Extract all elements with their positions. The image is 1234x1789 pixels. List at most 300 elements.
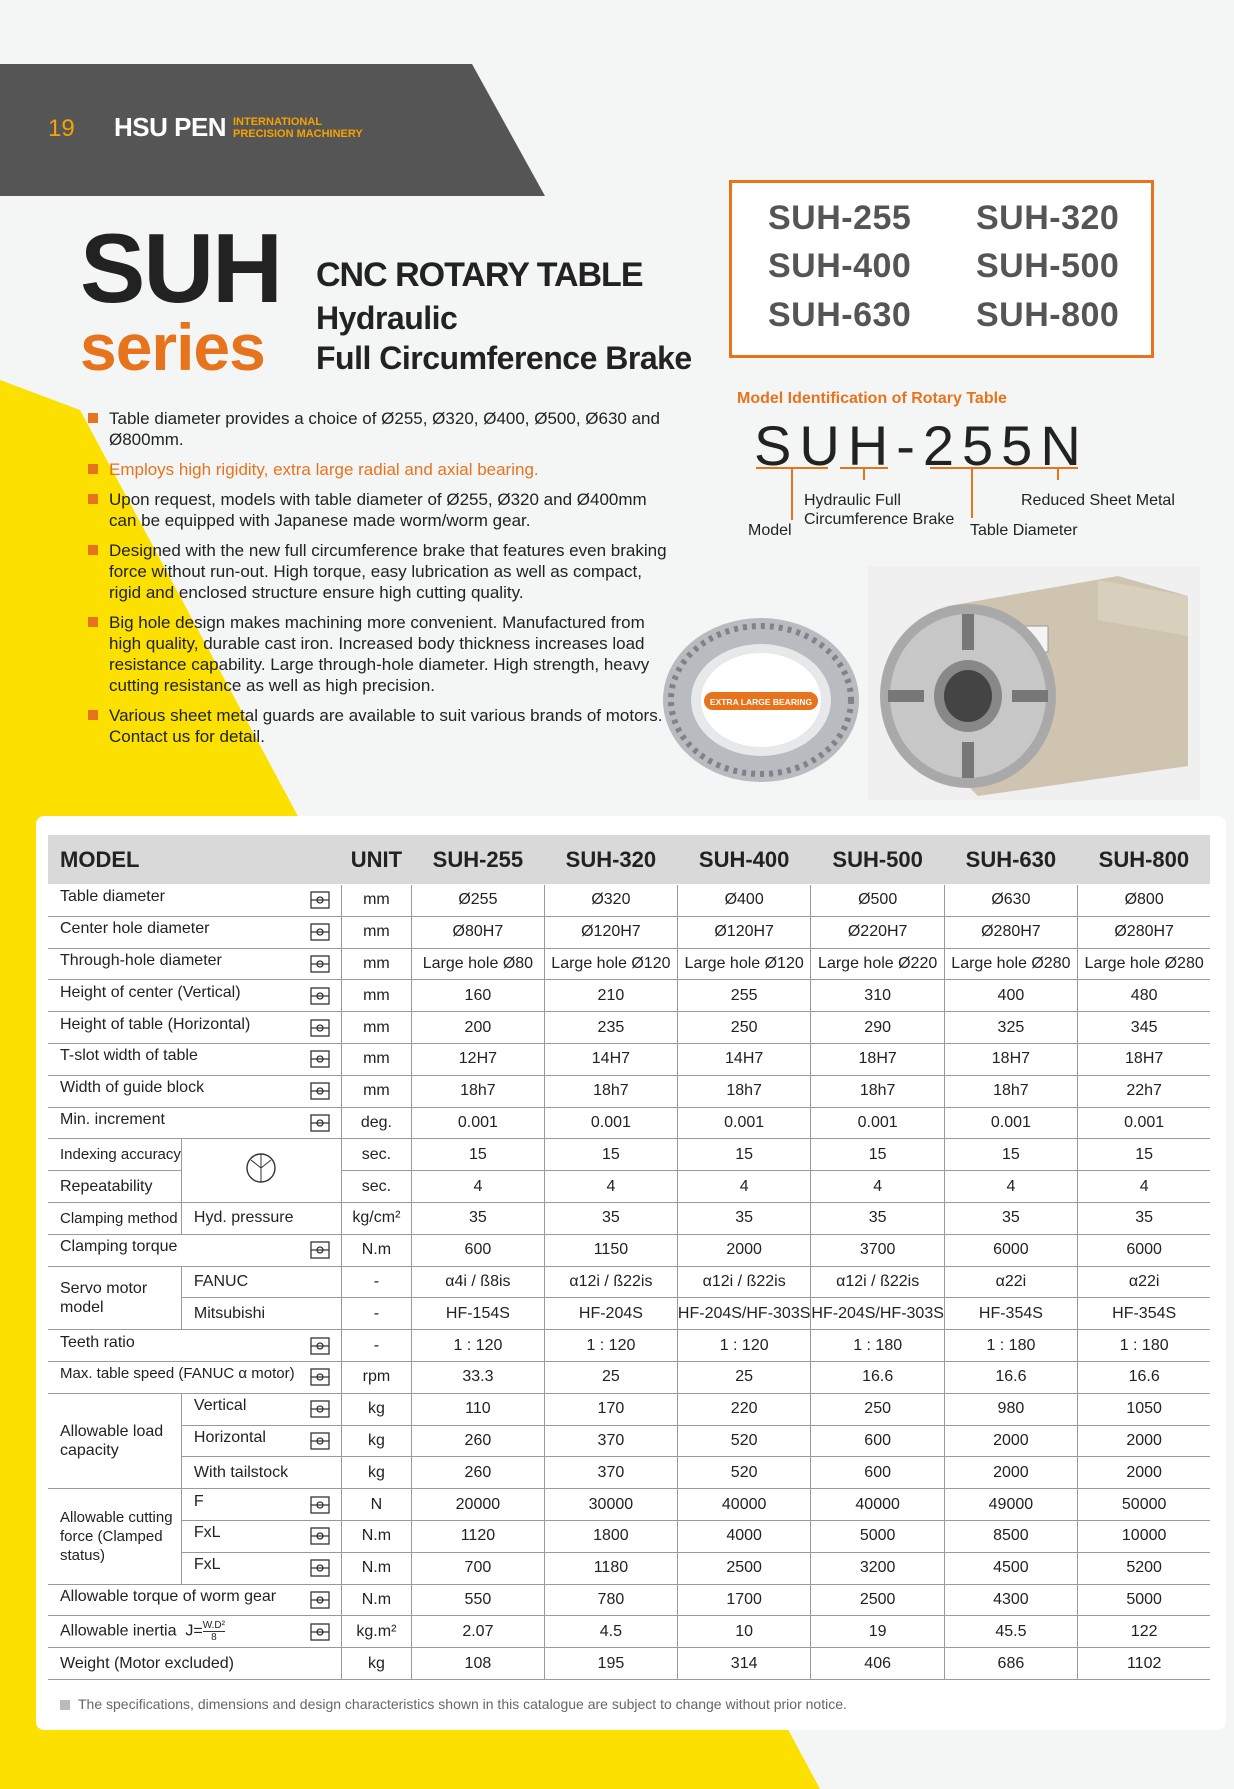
spec-value: 0.001 [1077,1107,1210,1139]
spec-name-cell [48,1361,341,1393]
spec-value: 1 : 180 [1077,1330,1210,1362]
spec-value: 35 [544,1202,677,1234]
spec-row [48,1202,1210,1234]
spec-name-cell [48,885,341,917]
spec-value: α12i / ß22is [677,1266,811,1298]
spec-value: 18h7 [811,1075,945,1107]
spec-unit: mm [341,948,411,980]
spec-name: Width of guide block [60,1079,205,1097]
spec-value: 2.07 [411,1616,544,1648]
spec-unit: kg.m² [341,1616,411,1648]
bullet-square-icon [88,494,98,504]
feature-item: Various sheet metal guards are available to suit various brands of motors. Contact us for detail. [88,705,668,747]
inertia-formula-fraction [203,1620,225,1643]
spec-unit: mm [341,1043,411,1075]
spec-value: 18H7 [1077,1043,1210,1075]
spec-row [48,1298,1210,1330]
spec-sub-cell [181,1520,341,1552]
spec-value: 49000 [944,1489,1077,1521]
spec-name-cell [48,1616,341,1648]
spec-value: 18h7 [677,1075,811,1107]
spec-value: Ø800 [1077,885,1210,917]
spec-value: 15 [811,1139,945,1171]
center-hole-icon [305,920,335,944]
spec-row [48,1552,1210,1584]
title-series: series [80,310,265,384]
spec-row [48,1234,1210,1266]
spec-sub-cell [181,1489,341,1521]
spec-value: Ø500 [811,885,945,917]
spec-row [48,1012,1210,1044]
spec-value: Ø120H7 [544,916,677,948]
spec-value: 4300 [944,1584,1077,1616]
spec-name-cell [48,980,341,1012]
spec-value: 314 [677,1648,811,1680]
spec-value: 0.001 [411,1107,544,1139]
spec-unit: N.m [341,1584,411,1616]
brand-tagline-line2: PRECISION MACHINERY [233,128,363,140]
spec-value: Large hole Ø80 [411,948,544,980]
spec-value: 200 [411,1012,544,1044]
spec-sub-name: Hyd. pressure [181,1202,341,1234]
spec-group-name: Allowable load capacity [48,1393,181,1488]
spec-value: 250 [811,1393,945,1425]
specification-card [36,816,1226,1730]
spec-row [48,1584,1210,1616]
spec-name: Height of table (Horizontal) [60,1015,251,1033]
spec-value: 16.6 [811,1361,945,1393]
spec-value: Ø280H7 [944,916,1077,948]
spec-value: Ø220H7 [811,916,945,948]
spec-value: HF-204S [544,1298,677,1330]
spec-value: 15 [1077,1139,1210,1171]
spec-value: 35 [677,1202,811,1234]
spec-value: 15 [544,1139,677,1171]
spec-name: Min. increment [60,1110,165,1128]
spec-name: Clamping torque [60,1238,178,1256]
spec-name-cell [48,1043,341,1075]
spec-unit: mm [341,1075,411,1107]
spec-value: 4500 [944,1552,1077,1584]
header-unit: UNIT [341,835,411,885]
spec-row [48,1361,1210,1393]
model-list-item: SUH-320 [976,199,1120,237]
spec-value: 15 [411,1139,544,1171]
inertia-icon [305,1620,335,1644]
accuracy-icon-cell [181,1139,341,1203]
spec-value: 210 [544,980,677,1012]
spec-value: 2000 [944,1425,1077,1457]
spec-value: 35 [944,1202,1077,1234]
bullet-square-icon [60,1700,70,1710]
table-diameter-icon [305,888,335,912]
feature-list [88,408,668,756]
height-center-icon [305,984,335,1008]
spec-value: Ø630 [944,885,1077,917]
spec-name: Teeth ratio [60,1333,135,1351]
spec-unit: mm [341,885,411,917]
spec-value: 370 [544,1425,677,1457]
load-vertical-icon [305,1397,335,1421]
spec-name: Repeatability [48,1171,181,1203]
specification-table [48,834,1210,1680]
spec-sub-name: FANUC [181,1266,341,1298]
title-line2: Hydraulic [316,300,458,336]
spec-row [48,885,1210,917]
spec-unit: mm [341,1012,411,1044]
spec-name: T-slot width of table [60,1047,198,1065]
spec-value: 480 [1077,980,1210,1012]
spec-unit: N.m [341,1552,411,1584]
spec-value: 1150 [544,1234,677,1266]
spec-name-cell [48,1330,341,1362]
bullet-square-icon [88,464,98,474]
model-list-item: SUH-800 [976,296,1120,334]
spec-value: 686 [944,1648,1077,1680]
spec-value: Ø255 [411,885,544,917]
model-list-item: SUH-255 [768,199,912,237]
tslot-icon [305,1047,335,1071]
feature-item: Employs high rigidity, extra large radial and axial bearing. [88,459,668,480]
worm-gear-icon [305,1588,335,1612]
spec-value: 10 [677,1616,811,1648]
spec-value: 550 [411,1584,544,1616]
spec-row [48,1457,1210,1489]
spec-value: 33.3 [411,1361,544,1393]
spec-value: 250 [677,1012,811,1044]
spec-value: 4 [544,1171,677,1203]
spec-value: 3700 [811,1234,945,1266]
spec-value: 25 [544,1361,677,1393]
spec-value: 600 [811,1457,945,1489]
spec-value: Ø400 [677,885,811,917]
spec-name: Center hole diameter [60,920,210,938]
spec-value: 1 : 120 [677,1330,811,1362]
spec-value: 110 [411,1393,544,1425]
spec-value: α22i [944,1266,1077,1298]
spec-value: 1700 [677,1584,811,1616]
spec-name: Allowable torque of worm gear [60,1587,277,1605]
spec-name: Clamping method [48,1202,181,1234]
spec-sub-name: With tailstock [181,1457,341,1489]
label-hydraulic-1: Hydraulic Full [804,492,901,509]
spec-value: 4 [944,1171,1077,1203]
spec-value: Ø280H7 [1077,916,1210,948]
spec-value: 2000 [677,1234,811,1266]
spec-value: 18h7 [411,1075,544,1107]
spec-value: 5000 [811,1520,945,1552]
spec-row [48,1520,1210,1552]
title-line3: Full Circumference Brake [316,340,692,376]
spec-value: 195 [544,1648,677,1680]
title-line1: CNC ROTARY TABLE [316,256,643,294]
page-number: 19 [48,115,75,142]
spec-value: 1180 [544,1552,677,1584]
spec-row [48,1043,1210,1075]
brand-tagline [233,116,363,140]
cutting-moment-vertical-icon [305,1524,335,1548]
spec-name-cell [48,916,341,948]
spec-value: 1 : 180 [811,1330,945,1362]
spec-value: 310 [811,980,945,1012]
spec-value: Ø320 [544,885,677,917]
spec-name: Max. table speed (FANUC α motor) [60,1365,295,1383]
feature-item: Upon request, models with table diameter of Ø255, Ø320 and Ø400mm can be equipped with Japanese made worm/worm gear. [88,489,668,531]
spec-value: 600 [811,1425,945,1457]
spec-sub-name: Mitsubishi [181,1298,341,1330]
spec-row [48,980,1210,1012]
spec-unit: kg [341,1393,411,1425]
table-speed-icon [305,1365,335,1389]
spec-value: 16.6 [1077,1361,1210,1393]
spec-row [48,1139,1210,1171]
spec-unit: - [341,1330,411,1362]
spec-value: α12i / ß22is [811,1266,945,1298]
spec-value: 2500 [677,1552,811,1584]
spec-value: 10000 [1077,1520,1210,1552]
spec-value: Ø120H7 [677,916,811,948]
load-horizontal-icon [305,1429,335,1453]
spec-value: 4 [677,1171,811,1203]
spec-unit: kg [341,1457,411,1489]
spec-value: α12i / ß22is [544,1266,677,1298]
header-model-col: SUH-320 [544,835,677,885]
spec-value: 18H7 [811,1043,945,1075]
spec-value: 18h7 [944,1075,1077,1107]
cutting-moment-horizontal-icon [305,1556,335,1580]
spec-unit: - [341,1298,411,1330]
spec-value: 5200 [1077,1552,1210,1584]
spec-value: 8500 [944,1520,1077,1552]
spec-value: 4 [1077,1171,1210,1203]
spec-value: 12H7 [411,1043,544,1075]
bearing-photo [656,600,866,790]
spec-value: 15 [944,1139,1077,1171]
spec-value: 45.5 [944,1616,1077,1648]
spec-unit: N.m [341,1234,411,1266]
bullet-square-icon [88,710,98,720]
spec-value: 18h7 [544,1075,677,1107]
spec-value: HF-354S [944,1298,1077,1330]
model-identification-code: SUH-255N [754,414,1089,477]
spec-value: 325 [944,1012,1077,1044]
spec-value: 2000 [1077,1457,1210,1489]
inertia-formula-denominator: 8 [211,1631,217,1643]
spec-unit: N.m [341,1520,411,1552]
spec-value: 4 [411,1171,544,1203]
spec-sub-name: F [193,1492,204,1510]
bearing-label: EXTRA LARGE BEARING [709,697,813,707]
spec-name-cell [48,948,341,980]
spec-value: 1050 [1077,1393,1210,1425]
through-hole-icon [305,952,335,976]
spec-sub-name: FxL [193,1556,221,1574]
spec-group-name: Servo motor model [48,1266,181,1330]
spec-value: Large hole Ø220 [811,948,945,980]
spec-sub-cell [181,1552,341,1584]
spec-value: 16.6 [944,1361,1077,1393]
spec-value: 260 [411,1425,544,1457]
title-main: SUH [80,213,281,323]
spec-value: 980 [944,1393,1077,1425]
spec-value: 520 [677,1457,811,1489]
spec-unit: sec. [341,1171,411,1203]
spec-value: 160 [411,980,544,1012]
spec-value: 0.001 [811,1107,945,1139]
header-model-col: SUH-500 [811,835,945,885]
spec-value: 4000 [677,1520,811,1552]
spec-value: 370 [544,1457,677,1489]
spec-row [48,1330,1210,1362]
spec-row [48,1489,1210,1521]
spec-unit: N [341,1489,411,1521]
spec-value: 290 [811,1012,945,1044]
spec-name: Table diameter [60,888,165,906]
spec-value: α4i / ß8is [411,1266,544,1298]
spec-row [48,916,1210,948]
spec-value: 2500 [811,1584,945,1616]
height-table-icon [305,1016,335,1040]
cutting-force-icon [305,1493,335,1517]
spec-name: Indexing accuracy [48,1139,181,1171]
header-model-col: SUH-400 [677,835,811,885]
model-identification-title: Model Identification of Rotary Table [737,390,1007,407]
spec-value: Large hole Ø120 [677,948,811,980]
spec-value: 235 [544,1012,677,1044]
spec-value: 780 [544,1584,677,1616]
spec-value: 25 [677,1361,811,1393]
spec-value: Large hole Ø280 [1077,948,1210,980]
spec-value: 700 [411,1552,544,1584]
spec-value: 406 [811,1648,945,1680]
spec-sub-name: Vertical [193,1397,247,1415]
label-hydraulic-2: Circumference Brake [804,511,955,528]
spec-value: 14H7 [544,1043,677,1075]
spec-unit: - [341,1266,411,1298]
spec-value: 2000 [1077,1425,1210,1457]
spec-unit: sec. [341,1139,411,1171]
spec-value: 520 [677,1425,811,1457]
spec-name: Through-hole diameter [60,951,222,969]
spec-name: Height of center (Vertical) [60,983,241,1001]
spec-value: 345 [1077,1012,1210,1044]
disclaimer: The specifications, dimensions and design characteristics shown in this catalogue are subject to change without prior notice. [60,1696,847,1712]
spec-value: 122 [1077,1616,1210,1648]
spec-name: Allowable inertia [60,1622,177,1640]
spec-unit: kg/cm² [341,1202,411,1234]
spec-value: 1800 [544,1520,677,1552]
spec-value: 40000 [677,1489,811,1521]
spec-sub-cell [181,1393,341,1425]
spec-value: α22i [1077,1266,1210,1298]
feature-item: Designed with the new full circumference brake that features even braking force without run-out. High torque, easy lubrication as well as compact, rigid and enclosed structure ensure high cutting quality. [88,540,668,603]
spec-value: 6000 [944,1234,1077,1266]
spec-unit: mm [341,980,411,1012]
spec-value: 170 [544,1393,677,1425]
spec-value: 1 : 120 [411,1330,544,1362]
model-list-item: SUH-400 [768,247,912,285]
spec-unit: kg [341,1425,411,1457]
spec-value: 35 [811,1202,945,1234]
spec-value: 22h7 [1077,1075,1210,1107]
clamping-torque-icon [305,1238,335,1262]
spec-sub-cell [181,1425,341,1457]
spec-sub-name: FxL [193,1524,221,1542]
spec-value: 1 : 120 [544,1330,677,1362]
bullet-square-icon [88,617,98,627]
min-increment-icon [305,1111,335,1135]
spec-value: 14H7 [677,1043,811,1075]
inertia-formula-numerator: W.D² [202,1619,225,1631]
spec-group-name: Allowable cutting force (Clamped status) [48,1489,181,1584]
spec-value: 0.001 [677,1107,811,1139]
spec-value: 1 : 180 [944,1330,1077,1362]
spec-value: 1120 [411,1520,544,1552]
spec-row [48,1107,1210,1139]
spec-unit: deg. [341,1107,411,1139]
spec-value: 1102 [1077,1648,1210,1680]
label-table-diameter: Table Diameter [970,522,1078,539]
spec-value: 220 [677,1393,811,1425]
spec-name-cell [48,1234,341,1266]
header-model-col: SUH-255 [411,835,544,885]
spec-row [48,1075,1210,1107]
spec-value: HF-154S [411,1298,544,1330]
spec-value: 2000 [944,1457,1077,1489]
header-model-col: SUH-630 [944,835,1077,885]
header-model-col: SUH-800 [1077,835,1210,885]
spec-name-cell [48,1075,341,1107]
spec-value: 35 [411,1202,544,1234]
rotary-table-photo [868,566,1200,800]
spec-value: HF-354S [1077,1298,1210,1330]
spec-value: 3200 [811,1552,945,1584]
spec-value: HF-204S/HF-303S [811,1298,945,1330]
model-list-item: SUH-500 [976,247,1120,285]
spec-row [48,1616,1210,1648]
spec-unit: kg [341,1648,411,1680]
teeth-ratio-icon [305,1334,335,1358]
spec-value: 15 [677,1139,811,1171]
brand-name: HSU PEN [114,112,227,142]
model-list-item: SUH-630 [768,296,912,334]
spec-row [48,948,1210,980]
spec-row [48,1425,1210,1457]
bullet-square-icon [88,545,98,555]
spec-name-cell [48,1584,341,1616]
spec-unit: rpm [341,1361,411,1393]
label-model: Model [748,522,792,539]
spec-row [48,1393,1210,1425]
header-model: MODEL [48,835,341,885]
spec-value: 6000 [1077,1234,1210,1266]
inertia-formula-j: J= [185,1622,203,1640]
spec-value: 0.001 [544,1107,677,1139]
spec-value: 30000 [544,1489,677,1521]
spec-value: 20000 [411,1489,544,1521]
accuracy-icon [243,1150,279,1186]
spec-value: 4 [811,1171,945,1203]
bullet-square-icon [88,413,98,423]
spec-value: 255 [677,980,811,1012]
spec-value: 35 [1077,1202,1210,1234]
spec-value: 50000 [1077,1489,1210,1521]
spec-value: 400 [944,980,1077,1012]
brand-tagline-line1: INTERNATIONAL [233,116,323,128]
spec-value: 18H7 [944,1043,1077,1075]
spec-row [48,1648,1210,1680]
spec-value: 19 [811,1616,945,1648]
